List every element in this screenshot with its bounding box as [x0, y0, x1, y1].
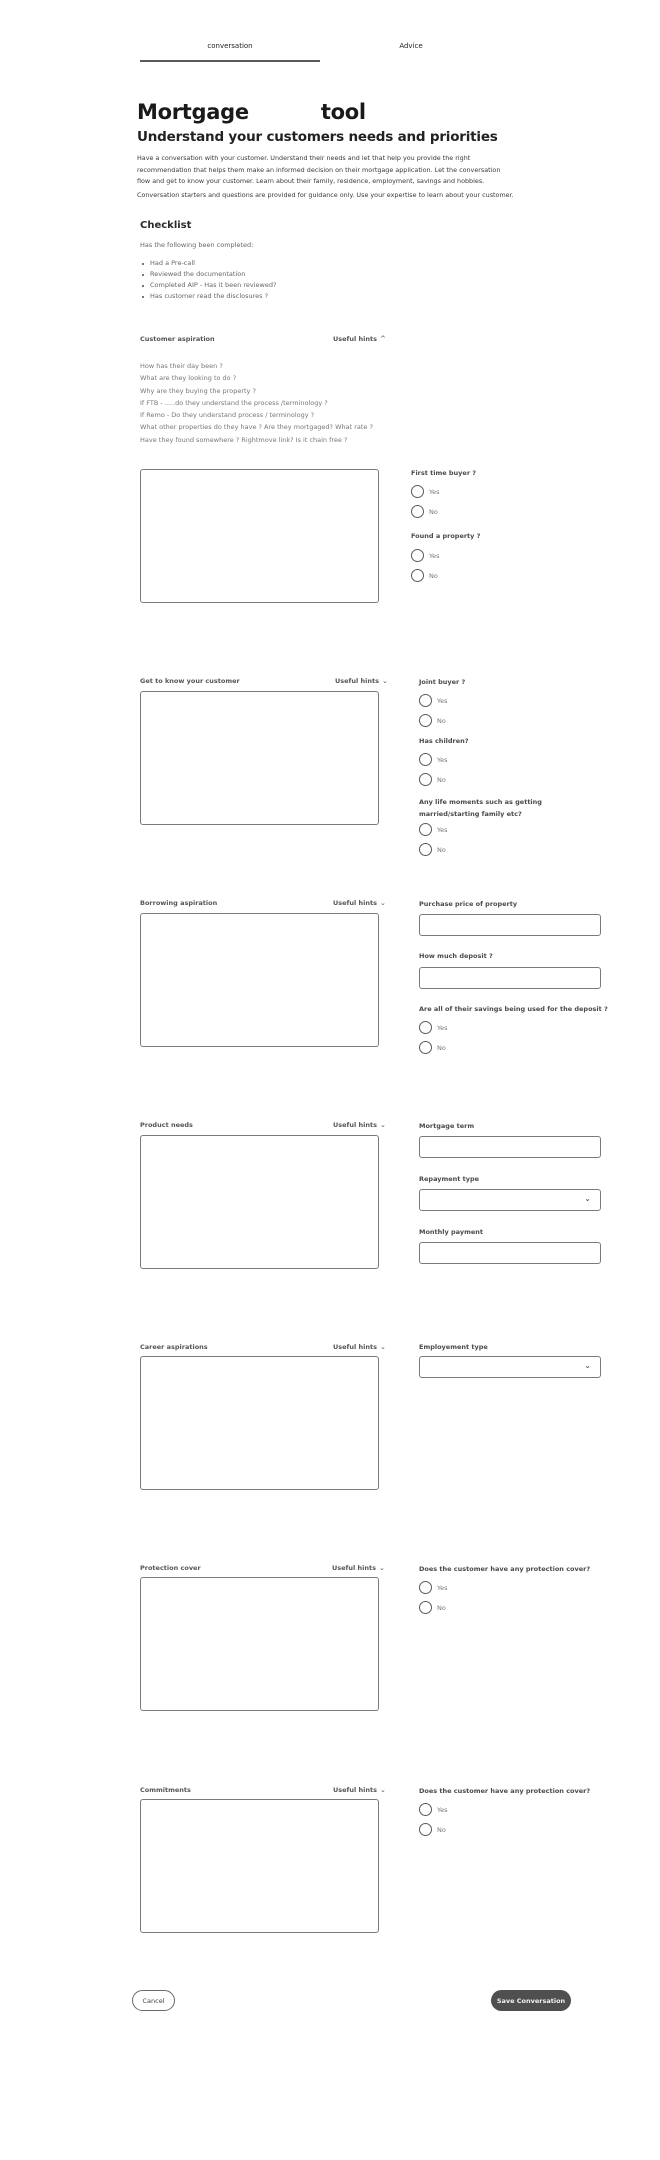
- radio-commitments-no[interactable]: [419, 1823, 446, 1836]
- chevron-down-icon: ⌄: [379, 1786, 386, 1794]
- radio-label: Yes: [429, 487, 440, 496]
- chevron-up-icon: ^: [379, 335, 386, 343]
- radio-protection-cover-yes[interactable]: [419, 1581, 448, 1594]
- checklist-item: Reviewed the documentation: [140, 269, 276, 280]
- radio-first-time-buyer-yes[interactable]: [411, 485, 440, 498]
- useful-hints-toggle[interactable]: [333, 1121, 386, 1129]
- employment-type-select[interactable]: [419, 1356, 601, 1378]
- radio-circle-icon[interactable]: [411, 505, 424, 518]
- guidance-paragraph: Conversation starters and questions are provided for guidance only. Use your expertise to learn about your customer.: [137, 191, 514, 199]
- redacted-text: [256, 104, 314, 122]
- section-label-product-needs: Product needs: [140, 1121, 193, 1129]
- question-protection-cover: Does the customer have any protection cover?: [419, 1565, 591, 1573]
- radio-savings-deposit-no[interactable]: [419, 1041, 446, 1054]
- purchase-price-input[interactable]: [419, 914, 601, 936]
- notes-textarea-protection-cover[interactable]: [140, 1577, 379, 1711]
- deposit-input[interactable]: [419, 967, 601, 989]
- radio-life-moments-no[interactable]: [419, 843, 446, 856]
- title-end: tool: [320, 100, 366, 124]
- radio-label: No: [437, 775, 446, 784]
- radio-protection-cover-no[interactable]: [419, 1601, 446, 1614]
- chevron-down-icon: ⌄: [379, 1343, 386, 1351]
- chevron-down-icon: ⌄: [584, 1361, 591, 1370]
- checklist-title: Checklist: [140, 220, 192, 231]
- question-joint-buyer: Joint buyer ?: [419, 678, 466, 686]
- radio-commitments-yes[interactable]: [419, 1803, 448, 1816]
- chevron-down-icon: ⌄: [381, 677, 388, 685]
- radio-label: No: [437, 1043, 446, 1052]
- notes-textarea-commitments[interactable]: [140, 1799, 379, 1933]
- checklist-list: [140, 258, 276, 302]
- radio-circle-icon[interactable]: [419, 773, 432, 786]
- hint-item: If FTB - .....do they understand the process /terminology ?: [140, 398, 328, 407]
- hint-item: What are they looking to do ?: [140, 374, 237, 383]
- radio-label: Yes: [429, 551, 440, 560]
- radio-circle-icon[interactable]: [419, 1601, 432, 1614]
- useful-hints-toggle[interactable]: [333, 1786, 386, 1794]
- field-label-deposit: How much deposit ?: [419, 952, 493, 960]
- chevron-down-icon: ⌄: [379, 1121, 386, 1129]
- radio-circle-icon[interactable]: [411, 549, 424, 562]
- title-start: Mortgage: [137, 100, 249, 124]
- radio-label: No: [429, 571, 438, 580]
- radio-circle-icon[interactable]: [419, 823, 432, 836]
- radio-found-property-no[interactable]: [411, 569, 438, 582]
- radio-first-time-buyer-no[interactable]: [411, 505, 438, 518]
- radio-label: Yes: [437, 696, 448, 705]
- tab-conversation[interactable]: [140, 42, 320, 62]
- monthly-payment-input[interactable]: [419, 1242, 601, 1264]
- question-savings-deposit: Are all of their savings being used for the deposit ?: [419, 1005, 608, 1013]
- section-label-protection-cover: Protection cover: [140, 1564, 201, 1572]
- hint-item: If Remo - Do they understand process / terminology ?: [140, 411, 315, 420]
- radio-joint-buyer-yes[interactable]: [419, 694, 448, 707]
- hint-item: Have they found somewhere ? Rightmove link? Is it chain free ?: [140, 435, 348, 444]
- useful-hints-label: Useful hints: [332, 1564, 376, 1572]
- radio-label: No: [429, 507, 438, 516]
- useful-hints-toggle[interactable]: [333, 335, 386, 343]
- useful-hints-label: Useful hints: [333, 335, 377, 343]
- chevron-down-icon: ⌄: [378, 1564, 385, 1572]
- page-title: [137, 100, 366, 124]
- radio-circle-icon[interactable]: [411, 485, 424, 498]
- radio-circle-icon[interactable]: [419, 694, 432, 707]
- question-has-children: Has children?: [419, 737, 469, 745]
- radio-savings-deposit-yes[interactable]: [419, 1021, 448, 1034]
- useful-hints-toggle[interactable]: [335, 677, 388, 685]
- useful-hints-toggle[interactable]: [332, 1564, 385, 1572]
- radio-label: Yes: [437, 755, 448, 764]
- radio-circle-icon[interactable]: [419, 1823, 432, 1836]
- checklist-item: Has customer read the disclosures ?: [140, 291, 276, 302]
- useful-hints-label: Useful hints: [333, 1343, 377, 1351]
- notes-textarea-borrowing-aspiration[interactable]: [140, 913, 379, 1047]
- cancel-button[interactable]: Cancel: [132, 1990, 175, 2011]
- radio-label: No: [437, 1825, 446, 1834]
- section-label-customer-aspiration: Customer aspiration: [140, 335, 215, 343]
- radio-circle-icon[interactable]: [419, 1581, 432, 1594]
- radio-life-moments-yes[interactable]: [419, 823, 448, 836]
- section-label-career-aspirations: Career aspirations: [140, 1343, 208, 1351]
- checklist-subtitle: Has the following been completed:: [140, 241, 254, 249]
- radio-has-children-yes[interactable]: [419, 753, 448, 766]
- intro-paragraph: Have a conversation with your customer. Understand their needs and let that help you provide the right recommendation that helps them make an informed decision on their mortgage application. Let the conversation flow and get to know your customer. Learn about their family, residence, employment, savings and hobbies.: [137, 154, 501, 185]
- chevron-down-icon: ⌄: [379, 899, 386, 907]
- field-label-employment-type: Employement type: [419, 1343, 488, 1351]
- section-label-get-to-know: Get to know your customer: [140, 677, 240, 685]
- notes-textarea-product-needs[interactable]: [140, 1135, 379, 1269]
- checklist-item: Had a Pre-call: [140, 258, 276, 269]
- section-label-borrowing-aspiration: Borrowing aspiration: [140, 899, 218, 907]
- hint-item: Why are they buying the property ?: [140, 386, 256, 395]
- hint-item: How has their day been ?: [140, 362, 223, 370]
- notes-textarea-career-aspirations[interactable]: [140, 1356, 379, 1490]
- save-conversation-button[interactable]: Save Conversation: [491, 1990, 571, 2011]
- checklist-item: Completed AIP - Has it been reviewed?: [140, 280, 276, 291]
- radio-circle-icon[interactable]: [419, 714, 432, 727]
- page-subtitle: Understand your customers needs and priorities: [137, 129, 498, 145]
- tab-advice-label: Advice: [399, 42, 423, 50]
- field-label-purchase-price: Purchase price of property: [419, 900, 518, 908]
- radio-circle-icon[interactable]: [411, 569, 424, 582]
- hint-item: What other properties do they have ? Are they mortgaged? What rate ?: [140, 423, 373, 432]
- radio-circle-icon[interactable]: [419, 1041, 432, 1054]
- useful-hints-toggle[interactable]: [333, 899, 386, 907]
- radio-label: No: [437, 845, 446, 854]
- active-tab-indicator: [140, 60, 320, 62]
- useful-hints-label: Useful hints: [333, 1121, 377, 1129]
- question-commitments-protection-cover: Does the customer have any protection cover?: [419, 1787, 591, 1795]
- field-label-repayment-type: Repayment type: [419, 1175, 480, 1183]
- tab-advice[interactable]: [320, 42, 502, 62]
- question-first-time-buyer: First time buyer ?: [411, 469, 477, 477]
- radio-circle-icon[interactable]: [419, 843, 432, 856]
- useful-hints-label: Useful hints: [333, 1786, 377, 1794]
- radio-label: Yes: [437, 1023, 448, 1032]
- hints-list: [140, 360, 373, 446]
- radio-circle-icon[interactable]: [419, 1021, 432, 1034]
- radio-label: Yes: [437, 1805, 448, 1814]
- useful-hints-label: Useful hints: [335, 677, 379, 685]
- field-label-mortgage-term: Mortgage term: [419, 1122, 475, 1130]
- question-found-property: Found a property ?: [411, 532, 481, 540]
- radio-label: Yes: [437, 825, 448, 834]
- radio-label: No: [437, 1603, 446, 1612]
- field-label-monthly-payment: Monthly payment: [419, 1228, 484, 1236]
- radio-joint-buyer-no[interactable]: [419, 714, 446, 727]
- notes-textarea-customer-aspiration[interactable]: [140, 469, 379, 603]
- radio-label: Yes: [437, 1583, 448, 1592]
- question-life-moments: Any life moments such as getting married/starting family etc?: [419, 798, 542, 818]
- mortgage-term-input[interactable]: [419, 1136, 601, 1158]
- tab-conversation-label: conversation: [207, 42, 253, 50]
- radio-found-property-yes[interactable]: [411, 549, 440, 562]
- notes-textarea-get-to-know[interactable]: [140, 691, 379, 825]
- radio-label: No: [437, 716, 446, 725]
- repayment-type-select[interactable]: [419, 1189, 601, 1211]
- chevron-down-icon: ⌄: [584, 1194, 591, 1203]
- section-label-commitments: Commitments: [140, 1786, 191, 1794]
- radio-circle-icon[interactable]: [419, 1803, 432, 1816]
- useful-hints-label: Useful hints: [333, 899, 377, 907]
- radio-has-children-no[interactable]: [419, 773, 446, 786]
- useful-hints-toggle[interactable]: [333, 1343, 386, 1351]
- radio-circle-icon[interactable]: [419, 753, 432, 766]
